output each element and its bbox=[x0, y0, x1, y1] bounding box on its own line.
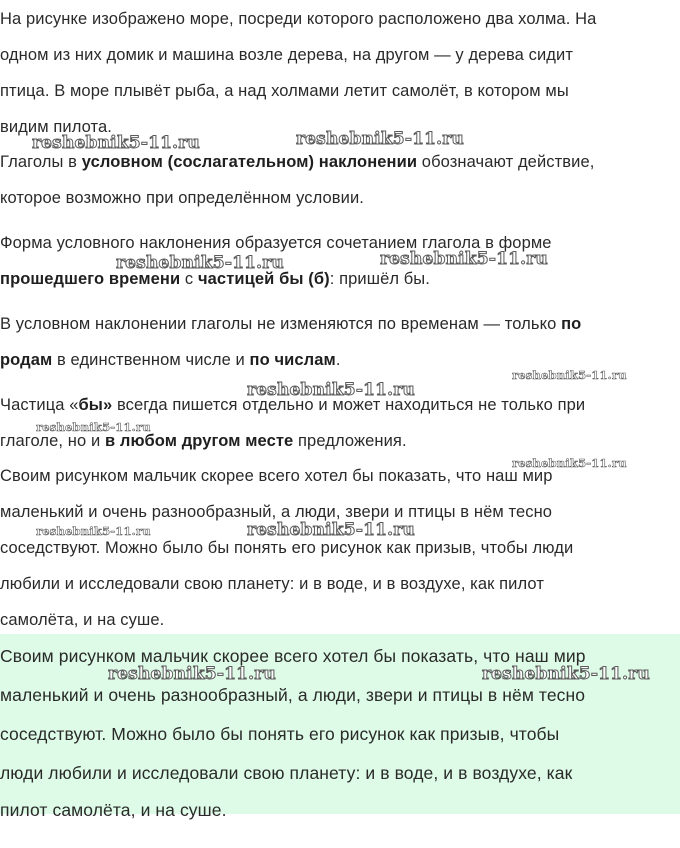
bold-term: по числам bbox=[249, 351, 336, 369]
text-line: видим пилота. bbox=[0, 118, 112, 136]
bold-term: частицей бы (б) bbox=[197, 270, 330, 288]
text-line: Форма условного наклонения образуется сочетанием глагола в форме bbox=[0, 234, 552, 252]
bold-term: прошедшего времени bbox=[0, 270, 181, 288]
text-line: птица. В море плывёт рыба, а над холмами летит самолёт, в котором мы bbox=[0, 82, 569, 100]
text-line: самолёта, и на суше. bbox=[0, 611, 165, 629]
bold-term: условном (сослагательном) наклонении bbox=[81, 153, 418, 171]
text-line: маленький и очень разнообразный, а люди, звери и птицы в нём тесно bbox=[0, 503, 553, 521]
bold-term: в любом другом месте bbox=[104, 432, 294, 450]
watermark: reshebnik5-11.ru bbox=[247, 520, 415, 540]
text-line bbox=[0, 269, 430, 289]
text-line bbox=[0, 314, 581, 334]
text-line: люди любили и исследовали свою планету: и в воде, и в воздухе, как bbox=[0, 763, 573, 783]
watermark: reshebnik5-11.ru bbox=[296, 129, 464, 149]
text-line: пилот самолёта, и на суше. bbox=[0, 800, 227, 820]
bold-term: бы» bbox=[78, 396, 113, 414]
text-line: Своим рисунком мальчик скорее всего хотел бы показать, что наш мир bbox=[0, 467, 553, 485]
text-line: соседствуют. Можно было бы понять его рисунок как призыв, чтобы люди bbox=[0, 539, 574, 557]
text-fragment: Глаголы в bbox=[0, 153, 82, 171]
answer-box bbox=[0, 634, 680, 820]
text-fragment: с bbox=[180, 270, 198, 288]
text-fragment: : пришёл бы. bbox=[329, 270, 430, 288]
text-line: маленький и очень разнообразный, а люди, звери и птицы в нём тесно bbox=[0, 685, 586, 705]
text-fragment: предложения. bbox=[293, 432, 407, 450]
bold-term: родам bbox=[0, 351, 53, 369]
text-line: любили и исследовали свою планету: и в воде, и в воздухе, как пилот bbox=[0, 575, 544, 593]
watermark: reshebnik5-11.ru bbox=[247, 380, 415, 400]
text-line bbox=[0, 395, 585, 415]
watermark: reshebnik5-11.ru bbox=[482, 664, 650, 684]
text-fragment: обозначают действие, bbox=[417, 153, 595, 171]
bold-term: по bbox=[561, 315, 582, 333]
watermark: reshebnik5-11.ru bbox=[512, 368, 627, 382]
text-line bbox=[0, 431, 407, 451]
watermark: reshebnik5-11.ru bbox=[36, 524, 151, 538]
text-line bbox=[0, 152, 594, 172]
watermark: reshebnik5-11.ru bbox=[512, 456, 627, 470]
text-line bbox=[0, 350, 341, 370]
text-line: Своим рисунком мальчик скорее всего хотел бы показать, что наш мир bbox=[0, 646, 586, 666]
watermark: reshebnik5-11.ru bbox=[36, 420, 151, 434]
text-line: На рисунке изображено море, посреди которого расположено два холма. На bbox=[0, 10, 597, 28]
text-fragment: в единственном числе и bbox=[52, 351, 250, 369]
watermark: reshebnik5-11.ru bbox=[108, 664, 276, 684]
text-fragment: . bbox=[335, 351, 341, 369]
text-fragment: В условном наклонении глаголы не изменяются по временам — только bbox=[0, 315, 562, 333]
text-line: одном из них домик и машина возле дерева, на другом — у дерева сидит bbox=[0, 46, 574, 64]
text-line: соседствуют. Можно было бы понять его рисунок как призыв, чтобы bbox=[0, 724, 560, 744]
watermark: reshebnik5-11.ru bbox=[116, 253, 284, 273]
watermark: reshebnik5-11.ru bbox=[32, 133, 200, 153]
text-fragment: глаголе, но и bbox=[0, 432, 105, 450]
text-fragment: всегда пишется отдельно и может находиться не только при bbox=[112, 396, 586, 414]
text-fragment: Частица « bbox=[0, 396, 79, 414]
watermark: reshebnik5-11.ru bbox=[380, 249, 548, 269]
text-line: которое возможно при определённом условии. bbox=[0, 189, 364, 207]
